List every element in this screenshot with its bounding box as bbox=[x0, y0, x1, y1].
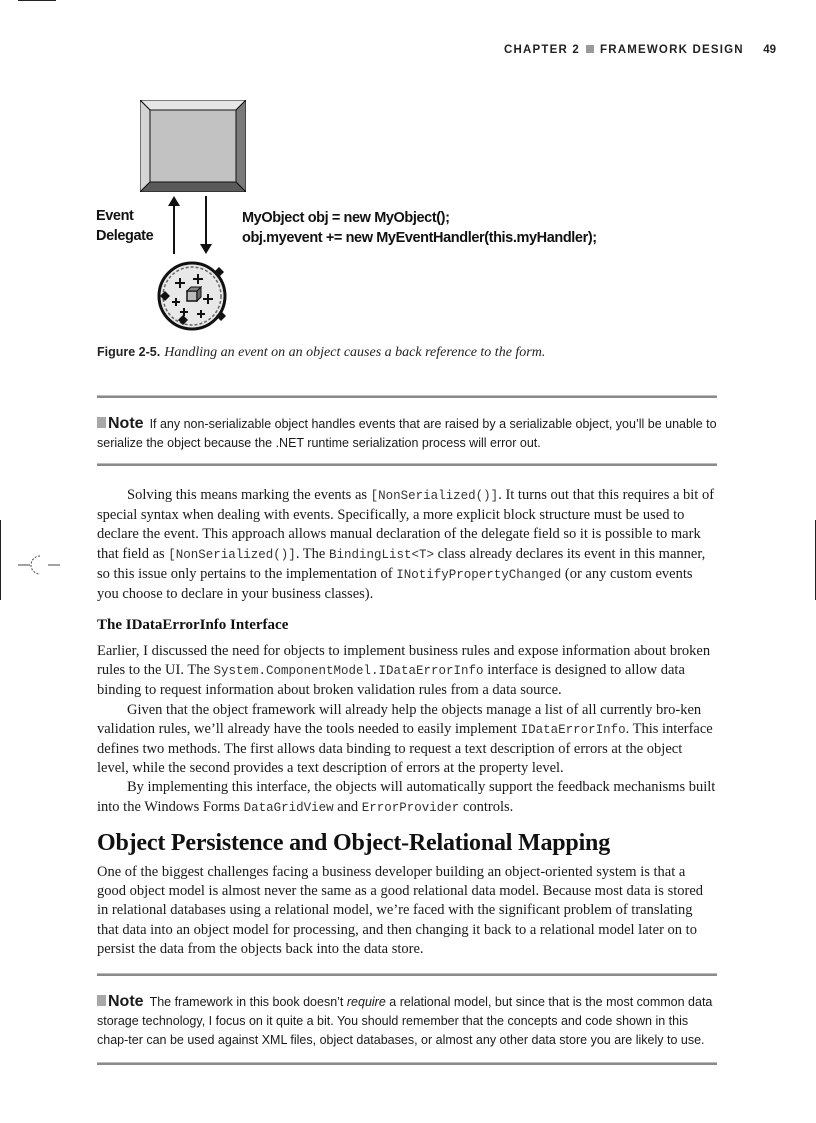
p4-code-1: DataGridView bbox=[243, 800, 334, 815]
p1-code-3: BindingList<T> bbox=[328, 547, 434, 562]
paragraph-5 bbox=[97, 863, 717, 959]
note-1-heading bbox=[97, 415, 144, 432]
note-square-icon bbox=[97, 417, 106, 428]
note-1-top-rule bbox=[97, 395, 717, 398]
note-1-heading-text: Note bbox=[108, 415, 144, 432]
paragraph-4 bbox=[97, 778, 717, 817]
code-line-2: obj.myevent += new MyEventHandler(this.myHandler); bbox=[242, 230, 597, 246]
chapter-name: FRAMEWORK DESIGN bbox=[599, 44, 744, 56]
object-sphere-icon bbox=[154, 258, 230, 334]
separator-square-icon bbox=[586, 45, 594, 53]
p1-code-4: INotifyPropertyChanged bbox=[396, 567, 562, 582]
note-2-top-rule bbox=[97, 973, 717, 976]
chapter-number: CHAPTER 2 bbox=[504, 44, 580, 56]
note-2 bbox=[97, 992, 717, 1050]
p2-text-1: Earlier, I discussed the need for objects to implement business rules and expose information about broken rules to the UI. The bbox=[97, 643, 711, 679]
note-2-heading-text: Note bbox=[108, 993, 144, 1010]
crop-mark-top bbox=[18, 0, 56, 1]
note-2-heading bbox=[97, 993, 144, 1010]
p1-text-2: . It turns out that this requires a bit of special syntax when dealing with events. Specifically, a more explicit block structure must be used to declare the event. This approach allows manual declaration of the delegate field so it is possible to mark that field as bbox=[97, 487, 715, 562]
figure-caption-text: Handling an event on an object causes a back reference to the form. bbox=[164, 345, 546, 360]
arrows-icon bbox=[160, 196, 220, 256]
event-label: Event bbox=[96, 208, 134, 224]
note-1-text: If any non-serializable object handles events that are raised by a serializable object, you’ll be unable to serialize the object because the .NET runtime serialization process will error out. bbox=[97, 417, 717, 450]
p3-text-2: . This interface defines two methods. The first allows data binding to request a text description of errors at the object level, while the second provides a text description of errors at the property level. bbox=[97, 720, 713, 777]
note-2-emphasis: require bbox=[346, 995, 386, 1009]
chapter-title bbox=[504, 44, 744, 56]
figure-caption bbox=[97, 345, 717, 361]
registration-mark bbox=[18, 552, 60, 578]
p2-code-1: System.ComponentModel.IDataErrorInfo bbox=[213, 664, 484, 679]
crop-mark-left bbox=[0, 520, 1, 600]
p4-text-2: and bbox=[333, 798, 362, 815]
paragraph-3 bbox=[97, 701, 717, 779]
p4-text-1: By implementing this interface, the objects will automatically support the feedback mechanisms built into the Windows Forms bbox=[97, 779, 716, 815]
p3-code-1: IDataErrorInfo bbox=[520, 722, 626, 737]
paragraph-2 bbox=[97, 642, 717, 701]
section-heading: Object Persistence and Object-Relational Mapping bbox=[97, 830, 610, 856]
note-square-icon bbox=[97, 995, 106, 1006]
subheading: The IDataErrorInfo Interface bbox=[97, 617, 289, 633]
note-1-bottom-rule bbox=[97, 463, 717, 466]
p3-text-1: Given that the object framework will already help the objects manage a list of all currently bro-ken validation rules, we’ll already have the tools needed to easily implement bbox=[97, 701, 702, 737]
p1-text-1: Solving this means marking the events as bbox=[127, 487, 371, 503]
p2-text-2: interface is designed to allow data binding to request information about broken validation rules from a data source. bbox=[97, 662, 685, 699]
delegate-label: Delegate bbox=[96, 228, 154, 244]
p1-text-3: . The bbox=[295, 545, 329, 562]
code-line-1: MyObject obj = new MyObject(); bbox=[242, 210, 450, 226]
p4-code-2: ErrorProvider bbox=[361, 800, 460, 815]
p1-text-5: (or any custom events you choose to declare in your business classes). bbox=[97, 565, 693, 603]
p1-code-2: [NonSerialized()] bbox=[168, 547, 296, 562]
page-number: 49 bbox=[763, 44, 776, 56]
p1-text-4: class already declares its event in this manner, so this issue only pertains to the implementation of bbox=[97, 545, 706, 582]
paragraphs-idataerrorinfo bbox=[97, 642, 717, 818]
figure-caption-label: Figure 2-5. bbox=[97, 345, 161, 359]
form-window-icon bbox=[140, 100, 246, 192]
figure-2-5 bbox=[96, 98, 616, 334]
p5-text: One of the biggest challenges facing a business developer building an object-oriented system is that a good object model is almost never the same as a good relational data model. Because most data is stored in relational databases using a relational model, we’re faced with the significant problem of translating that data into an object model for processing, and then changing it back to a relational model later on to persist the data from the objects back into the data store. bbox=[97, 864, 704, 957]
note-2-text-2: a relational model, but since that is the most common data storage technology, I focus on it quite a bit. You should remember that the concepts and code shown in this chap-ter can be used against XML files, object databases, or almost any other data store you are likely to use. bbox=[97, 995, 713, 1047]
p4-text-3: controls. bbox=[459, 798, 514, 815]
p1-code-1: [NonSerialized()] bbox=[370, 489, 499, 503]
note-2-bottom-rule bbox=[97, 1062, 717, 1065]
note-1 bbox=[97, 414, 717, 453]
paragraph-1 bbox=[97, 486, 717, 604]
running-header bbox=[500, 44, 776, 60]
note-2-text-1: The framework in this book doesn’t bbox=[149, 995, 347, 1009]
